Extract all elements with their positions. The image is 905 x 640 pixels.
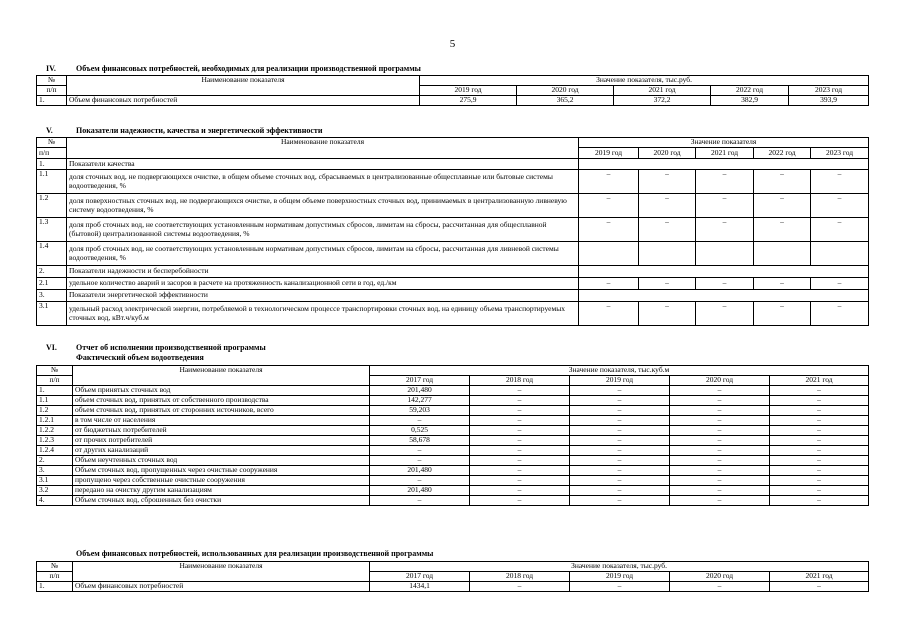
- year-header: 2020 год: [670, 376, 770, 386]
- section-7-table: [36, 561, 869, 592]
- row-no: 3.2: [37, 486, 73, 496]
- cell-value: –: [670, 386, 770, 396]
- row-no: 1.: [37, 386, 73, 396]
- cell-value: –: [470, 582, 570, 592]
- cell-value: –: [570, 426, 670, 436]
- cell-value: –: [470, 486, 570, 496]
- cell-value: [811, 242, 869, 266]
- row-name: объем сточных вод, принятых от собственного производства: [73, 396, 370, 406]
- cell-value: –: [570, 446, 670, 456]
- section-6-number: VI.: [46, 343, 57, 352]
- section-7-title: Объем финансовых потребностей, использованных для реализации производственной программы: [76, 549, 434, 558]
- cell-value: –: [770, 446, 869, 456]
- table-row: [37, 426, 869, 436]
- cell-value: –: [470, 476, 570, 486]
- cell-value: –: [570, 396, 670, 406]
- cell-value: 142,277: [370, 396, 470, 406]
- table-row: [37, 242, 869, 266]
- section-5-title: Показатели надежности, качества и энергетической эффективности: [76, 126, 323, 135]
- header-name: Наименование показателя: [67, 138, 579, 159]
- header-no: №: [37, 562, 73, 572]
- year-header: 2019 год: [579, 148, 639, 159]
- cell-value: –: [696, 170, 754, 194]
- table-row: [37, 456, 869, 466]
- row-no: 1.2.1: [37, 416, 73, 426]
- cell-value: –: [670, 446, 770, 456]
- row-name: от прочих потребителей: [73, 436, 370, 446]
- table-row: [37, 170, 869, 194]
- row-no: 1.: [37, 582, 73, 592]
- row-no: 1.2.4: [37, 446, 73, 456]
- row-no: 1.4: [37, 242, 67, 266]
- cell-value: –: [370, 446, 470, 456]
- row-no: 2.: [37, 456, 73, 466]
- cell-value: –: [770, 476, 869, 486]
- table-row: [37, 278, 869, 290]
- cell-value: –: [770, 416, 869, 426]
- cell-value: –: [570, 496, 670, 506]
- table-row: [37, 416, 869, 426]
- cell-value: 201,480: [370, 466, 470, 476]
- cell-value: –: [696, 218, 754, 242]
- cell-value: –: [570, 436, 670, 446]
- cell-value: –: [370, 496, 470, 506]
- section-4-table: [36, 75, 869, 106]
- row-no: 1.2.3: [37, 436, 73, 446]
- cell-value: –: [696, 302, 754, 326]
- row-no: 1.2.2: [37, 426, 73, 436]
- cell-value: –: [570, 476, 670, 486]
- cell-value: –: [754, 170, 811, 194]
- table-row: [37, 159, 869, 170]
- cell-value: –: [370, 416, 470, 426]
- cell-value: –: [754, 218, 811, 242]
- year-header: 2021 год: [770, 376, 869, 386]
- cell-value: –: [770, 456, 869, 466]
- year-header: 2022 год: [711, 86, 789, 96]
- cell-value: –: [670, 486, 770, 496]
- cell-value: –: [570, 582, 670, 592]
- header-pp: п/п: [37, 572, 73, 582]
- cell-value: –: [811, 170, 869, 194]
- cell-value: –: [770, 386, 869, 396]
- cell-value: –: [579, 302, 639, 326]
- cell-value: 393,9: [789, 96, 869, 106]
- cell-value: [754, 242, 811, 266]
- cell-value: –: [811, 218, 869, 242]
- cell-value: –: [639, 302, 696, 326]
- row-no: 1.3: [37, 218, 67, 242]
- row-name: передано на очистку другим канализациям: [73, 486, 370, 496]
- table-row: [37, 486, 869, 496]
- table-row: [37, 386, 869, 396]
- year-header: 2021 год: [614, 86, 711, 96]
- row-name: Показатели энергетической эффективности: [67, 290, 579, 302]
- row-name: Объем финансовых потребностей: [73, 582, 370, 592]
- cell-value: –: [670, 496, 770, 506]
- table-row: [37, 302, 869, 326]
- header-pp: п/п: [37, 148, 67, 159]
- cell-value: –: [470, 496, 570, 506]
- page-number: 5: [449, 38, 456, 50]
- row-name: доля проб сточных вод, не соответствующих установленным нормативам допустимых сбросов, лимитам на сбросы, рассчитанная для ливневой системы водоотведения, %: [67, 242, 579, 266]
- cell-value: –: [811, 278, 869, 290]
- section-4-heading: [46, 64, 421, 73]
- year-header: 2018 год: [470, 376, 570, 386]
- section-5-heading: [46, 126, 322, 135]
- cell-value: 0,525: [370, 426, 470, 436]
- cell-value: –: [770, 436, 869, 446]
- row-no: 1.2: [37, 194, 67, 218]
- section-6-title: Отчет об исполнении производственной программы: [76, 343, 266, 352]
- cell-value: [639, 242, 696, 266]
- row-name: объем сточных вод, принятых от сторонних источников, всего: [73, 406, 370, 416]
- row-no: 3.: [37, 290, 67, 302]
- row-no: 2.: [37, 266, 67, 278]
- cell-value: –: [370, 476, 470, 486]
- header-value: Значение показателя, тыс.руб.: [420, 76, 869, 86]
- cell-value: –: [470, 456, 570, 466]
- row-name: доля поверхностных сточных вод, не подвергающихся очистке, в общем объеме поверхностных сточных вод, принимаемых в централизованную ливневую систему водоотведения, %: [67, 194, 579, 218]
- row-no: 1.1: [37, 170, 67, 194]
- section-5-number: V.: [46, 126, 53, 135]
- table-row: [37, 96, 869, 106]
- cell-value: –: [639, 218, 696, 242]
- row-name: Объем сточных вод, сброшенных без очистки: [73, 496, 370, 506]
- cell-value: –: [770, 496, 869, 506]
- cell-value: –: [639, 278, 696, 290]
- row-no: 3.1: [37, 476, 73, 486]
- cell-value: –: [754, 194, 811, 218]
- year-header: 2019 год: [570, 376, 670, 386]
- row-name: от других канализаций: [73, 446, 370, 456]
- cell-value: –: [770, 406, 869, 416]
- cell-value: 382,9: [711, 96, 789, 106]
- cell-value: –: [811, 194, 869, 218]
- cell-value: –: [470, 406, 570, 416]
- year-header: 2021 год: [696, 148, 754, 159]
- year-header: 2020 год: [639, 148, 696, 159]
- row-name: доля проб сточных вод, не соответствующих установленным нормативам допустимых сбросов, лимитам на сбросы, рассчитанная для общесплавной (бытовой) централизованной системы водоотведения, %: [67, 218, 579, 242]
- cell-value: –: [670, 466, 770, 476]
- cell-value: –: [570, 456, 670, 466]
- header-pp: п/п: [37, 86, 67, 96]
- year-header: 2022 год: [754, 148, 811, 159]
- table-row: [37, 476, 869, 486]
- cell-value: –: [670, 476, 770, 486]
- cell-value: [696, 242, 754, 266]
- row-name: удельный расход электрической энергии, потребляемой в технологическом процессе транспортировки сточных вод, на единицу объема транспортируемых сточных вод, кВт.ч/куб.м: [67, 302, 579, 326]
- table-row: [37, 266, 869, 278]
- cell-value: –: [639, 170, 696, 194]
- section-6-table: [36, 365, 869, 506]
- year-header: 2021 год: [770, 572, 869, 582]
- cell-value: –: [470, 396, 570, 406]
- header-no: №: [37, 366, 73, 376]
- section-5-table: [36, 137, 869, 326]
- cell-value: –: [570, 386, 670, 396]
- header-value: Значение показателя, тыс.куб.м: [370, 366, 869, 376]
- cell-value: 275,9: [420, 96, 517, 106]
- year-header: 2017 год: [370, 376, 470, 386]
- cell-value: –: [754, 302, 811, 326]
- section-6-subtitle: Фактический объем водоотведения: [76, 353, 204, 362]
- year-header: 2020 год: [517, 86, 614, 96]
- row-no: 3.: [37, 466, 73, 476]
- cell-value: –: [470, 386, 570, 396]
- table-row: [37, 466, 869, 476]
- cell-value: –: [570, 406, 670, 416]
- cell-value: [579, 242, 639, 266]
- row-no: 1.: [37, 159, 67, 170]
- table-row: [37, 218, 869, 242]
- header-no: №: [37, 76, 67, 86]
- cell-value: 58,678: [370, 436, 470, 446]
- header-name: Наименование показателя: [73, 366, 370, 386]
- cell-value: –: [696, 278, 754, 290]
- cell-value: –: [570, 416, 670, 426]
- row-no: 4.: [37, 496, 73, 506]
- cell-value: –: [639, 194, 696, 218]
- year-header: 2019 год: [420, 86, 517, 96]
- section-4-title: Объем финансовых потребностей, необходимых для реализации производственной программы: [76, 64, 421, 73]
- cell-value: 372,2: [614, 96, 711, 106]
- cell-value: –: [670, 416, 770, 426]
- table-row: [37, 290, 869, 302]
- section-4-number: IV.: [46, 64, 56, 73]
- row-name: Объем неучтенных сточных вод: [73, 456, 370, 466]
- year-header: 2023 год: [811, 148, 869, 159]
- row-name: Показатели качества: [67, 159, 579, 170]
- cell-value: –: [570, 486, 670, 496]
- cell-value: 201,480: [370, 386, 470, 396]
- header-value: Значение показателя: [579, 138, 869, 148]
- year-header: 2023 год: [789, 86, 869, 96]
- cell-value: –: [579, 218, 639, 242]
- row-name: Объем сточных вод, пропущенных через очистные сооружения: [73, 466, 370, 476]
- table-row: [37, 194, 869, 218]
- section-6-heading: [46, 343, 266, 352]
- cell-value: –: [670, 406, 770, 416]
- cell-value: –: [579, 194, 639, 218]
- header-name: Наименование показателя: [67, 76, 420, 96]
- cell-value: –: [770, 426, 869, 436]
- cell-value: –: [811, 302, 869, 326]
- row-name: от бюджетных потребителей: [73, 426, 370, 436]
- cell-value: –: [570, 466, 670, 476]
- cell-value: –: [770, 486, 869, 496]
- cell-value: –: [470, 426, 570, 436]
- table-row: [37, 436, 869, 446]
- year-header: 2017 год: [370, 572, 470, 582]
- cell-value: 59,203: [370, 406, 470, 416]
- header-value: Значение показателя, тыс.руб.: [370, 562, 869, 572]
- cell-value: –: [670, 582, 770, 592]
- cell-value: –: [770, 582, 869, 592]
- year-header: 2020 год: [670, 572, 770, 582]
- year-header: 2019 год: [570, 572, 670, 582]
- row-name: удельное количество аварий и засоров в расчете на протяженность канализационной сети в год, ед./км: [67, 278, 579, 290]
- cell-value: –: [470, 416, 570, 426]
- row-name: Показатели надежности и бесперебойности: [67, 266, 579, 278]
- cell-value: –: [670, 456, 770, 466]
- row-name: Объем финансовых потребностей: [67, 96, 420, 106]
- row-name: Объем принятых сточных вод: [73, 386, 370, 396]
- cell-value: –: [754, 278, 811, 290]
- cell-value: –: [470, 436, 570, 446]
- cell-value: –: [670, 426, 770, 436]
- cell-value: –: [670, 396, 770, 406]
- cell-value: 365,2: [517, 96, 614, 106]
- row-name: пропущено через собственные очистные сооружения: [73, 476, 370, 486]
- row-no: 3.1: [37, 302, 67, 326]
- cell-value: –: [470, 466, 570, 476]
- header-no: №: [37, 138, 67, 148]
- table-row: [37, 582, 869, 592]
- cell-value: –: [579, 278, 639, 290]
- year-header: 2018 год: [470, 572, 570, 582]
- cell-value: 201,480: [370, 486, 470, 496]
- table-row: [37, 396, 869, 406]
- table-row: [37, 496, 869, 506]
- cell-value: –: [470, 446, 570, 456]
- cell-value: 1434,1: [370, 582, 470, 592]
- row-no: 1.: [37, 96, 67, 106]
- header-name: Наименование показателя: [73, 562, 370, 582]
- cell-value: –: [670, 436, 770, 446]
- cell-value: –: [370, 456, 470, 466]
- table-row: [37, 406, 869, 416]
- cell-value: –: [579, 170, 639, 194]
- row-name: в том числе от населения: [73, 416, 370, 426]
- cell-value: –: [770, 466, 869, 476]
- table-row: [37, 446, 869, 456]
- header-pp: п/п: [37, 376, 73, 386]
- cell-value: –: [770, 396, 869, 406]
- row-no: 1.2: [37, 406, 73, 416]
- row-no: 2.1: [37, 278, 67, 290]
- cell-value: –: [696, 194, 754, 218]
- row-no: 1.1: [37, 396, 73, 406]
- row-name: доля сточных вод, не подвергающихся очистке, в общем объеме сточных вод, сбрасываемых в централизованные общесплавные или бытовые системы водоотведения, %: [67, 170, 579, 194]
